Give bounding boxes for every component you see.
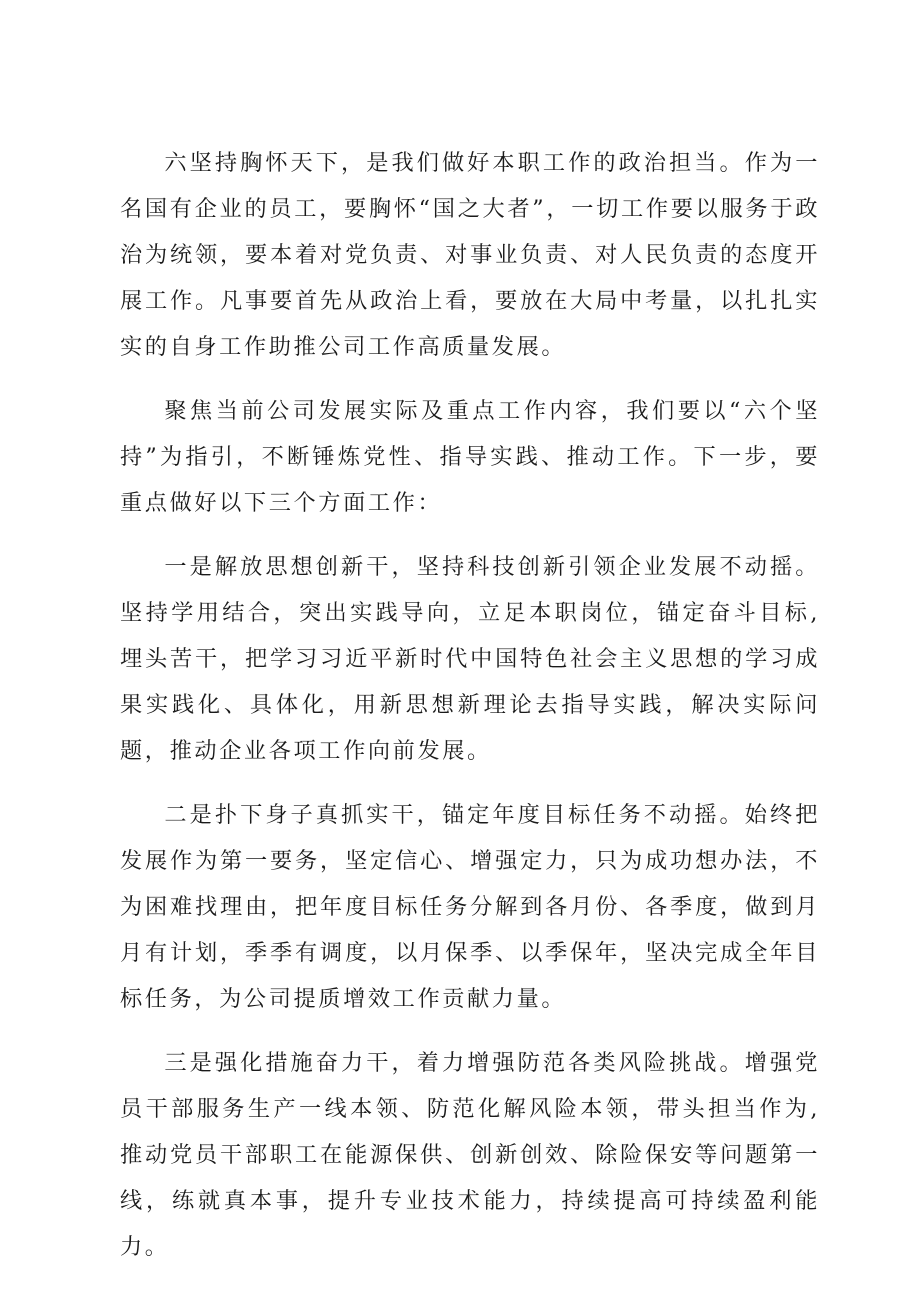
paragraph-political-commitment: 六坚持胸怀天下，是我们做好本职工作的政治担当。作为一名国有企业的员工，要胸怀“国之大者”，一切工作要以服务于政治为统领，要本着对党负责、对事业负责、对人民负责的态度开展工作。凡事要首先从政治上看，要放在大局中考量，以扎扎实实的自身工作助推公司工作高质量发展。 bbox=[120, 150, 820, 360]
paragraph-task-one-innovation: 一是解放思想创新干，坚持科技创新引领企业发展不动摇。坚持学用结合，突出实践导向，立足本职岗位，锚定奋斗目标,埋头苦干，把学习习近平新时代中国特色社会主义思想的学习成果实践化、具体化，用新思想新理论去指导实践，解决实际问题，推动企业各项工作向前发展。 bbox=[120, 554, 820, 764]
paragraph-task-three-risk-prevention: 三是强化措施奋力干，着力增强防范各类风险挑战。增强党员干部服务生产一线本领、防范化解风险本领，带头担当作为,推动党员干部职工在能源保供、创新创效、除险保安等问题第一线，练就真本事，提升专业技术能力，持续提高可持续盈利能力。 bbox=[120, 1050, 820, 1260]
paragraph-task-two-annual-goals: 二是扑下身子真抓实干，锚定年度目标任务不动摇。始终把发展作为第一要务，坚定信心、增强定力，只为成功想办法，不为困难找理由，把年度目标任务分解到各月份、各季度，做到月月有计划，季季有调度，以月保季、以季保年，坚决完成全年目标任务，为公司提质增效工作贡献力量。 bbox=[120, 802, 820, 1012]
paragraph-six-adherences-focus: 聚焦当前公司发展实际及重点工作内容，我们要以“六个坚持”为指引，不断锤炼党性、指导实践、推动工作。下一步，要重点做好以下三个方面工作： bbox=[120, 398, 820, 516]
document-body bbox=[120, 140, 820, 1270]
